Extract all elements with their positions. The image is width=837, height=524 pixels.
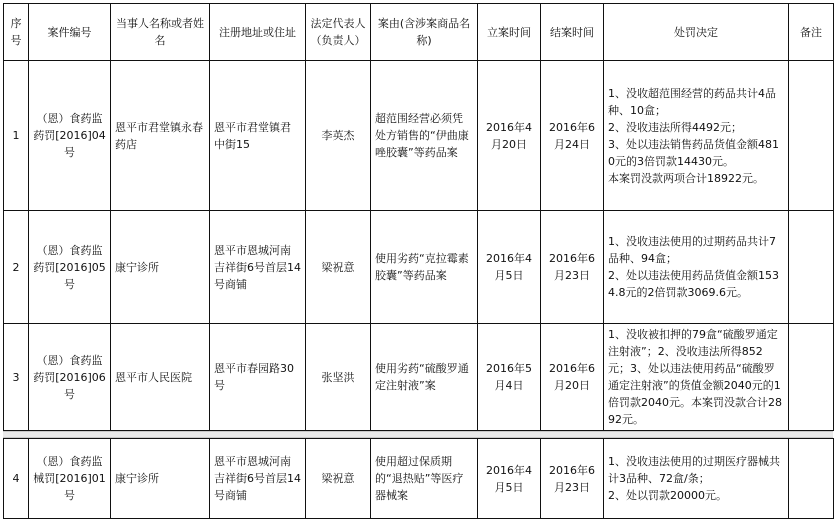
remarks [789, 61, 834, 211]
case-cause: 使用超过保质期的“退热贴”等医疗器械案 [371, 439, 478, 519]
case-cause: 使用劣药“硫酸罗通定注射液”案 [371, 324, 478, 431]
row-number: 2 [4, 211, 29, 324]
party-name: 恩平市人民医院 [111, 324, 210, 431]
row-number: 3 [4, 324, 29, 431]
case-number: （恩）食药监械罚[2016]01号 [29, 439, 111, 519]
table-row [4, 211, 834, 324]
penalty-table-continued [3, 438, 834, 519]
address: 恩平市恩城河南吉祥街6号首层14号商铺 [210, 439, 306, 519]
header-cell: 立案时间 [478, 4, 541, 61]
header-cell: 案件编号 [29, 4, 111, 61]
header-cell: 注册地址或住址 [210, 4, 306, 61]
address: 恩平市恩城河南吉祥街6号首层14号商铺 [210, 211, 306, 324]
filing-date: 2016年4月5日 [478, 211, 541, 324]
case-number: （恩）食药监药罚[2016]04号 [29, 61, 111, 211]
closing-date: 2016年6月20日 [541, 324, 604, 431]
legal-representative: 梁祝意 [306, 439, 371, 519]
page-separator [3, 431, 833, 438]
header-row [4, 4, 834, 61]
filing-date: 2016年4月5日 [478, 439, 541, 519]
filing-date: 2016年4月20日 [478, 61, 541, 211]
remarks [789, 439, 834, 519]
closing-date: 2016年6月23日 [541, 439, 604, 519]
row-number: 1 [4, 61, 29, 211]
header-cell: 备注 [789, 4, 834, 61]
header-cell: 结案时间 [541, 4, 604, 61]
penalty-decision: 1、没收违法使用的过期医疗器械共计3品种、72盒/条； 2、处以罚款20000元。 [604, 439, 789, 519]
address: 恩平市君堂镇君中街15 [210, 61, 306, 211]
legal-representative: 梁祝意 [306, 211, 371, 324]
remarks [789, 211, 834, 324]
penalty-decision: 1、没收被扣押的79盒“硫酸罗通定注射液”；2、没收违法所得852元；3、处以违法使用药品“硫酸罗通定注射液”的货值金额2040元的1倍罚款2040元。本案罚没款合计2892元。 [604, 324, 789, 431]
header-cell: 案由(含涉案商品名称) [371, 4, 478, 61]
penalty-table [3, 3, 834, 431]
case-cause: 使用劣药“克拉霉素胶囊”等药品案 [371, 211, 478, 324]
address: 恩平市春园路30号 [210, 324, 306, 431]
table-row [4, 61, 834, 211]
header-cell: 法定代表人（负责人） [306, 4, 371, 61]
party-name: 康宁诊所 [111, 439, 210, 519]
header-cell: 当事人名称或者姓名 [111, 4, 210, 61]
case-cause: 超范围经营必须凭处方销售的“伊曲康唑胶囊”等药品案 [371, 61, 478, 211]
table-row [4, 324, 834, 431]
table-row [4, 439, 834, 519]
header-cell: 处罚决定 [604, 4, 789, 61]
legal-representative: 李英杰 [306, 61, 371, 211]
party-name: 康宁诊所 [111, 211, 210, 324]
case-number: （恩）食药监药罚[2016]05号 [29, 211, 111, 324]
filing-date: 2016年5月4日 [478, 324, 541, 431]
penalty-decision: 1、没收违法使用的过期药品共计7品种、94盒； 2、处以违法使用药品货值金额1534.8元的2倍罚款3069.6元。 [604, 211, 789, 324]
remarks [789, 324, 834, 431]
row-number: 4 [4, 439, 29, 519]
closing-date: 2016年6月23日 [541, 211, 604, 324]
legal-representative: 张坚洪 [306, 324, 371, 431]
case-number: （恩）食药监药罚[2016]06号 [29, 324, 111, 431]
closing-date: 2016年6月24日 [541, 61, 604, 211]
penalty-decision: 1、没收超范围经营的药品共计4品种、10盒； 2、没收违法所得4492元； 3、处以违法销售药品货值金额4810元的3倍罚款14430元。 本案罚没款两项合计18922元。 [604, 61, 789, 211]
header-cell: 序号 [4, 4, 29, 61]
party-name: 恩平市君堂镇永春药店 [111, 61, 210, 211]
